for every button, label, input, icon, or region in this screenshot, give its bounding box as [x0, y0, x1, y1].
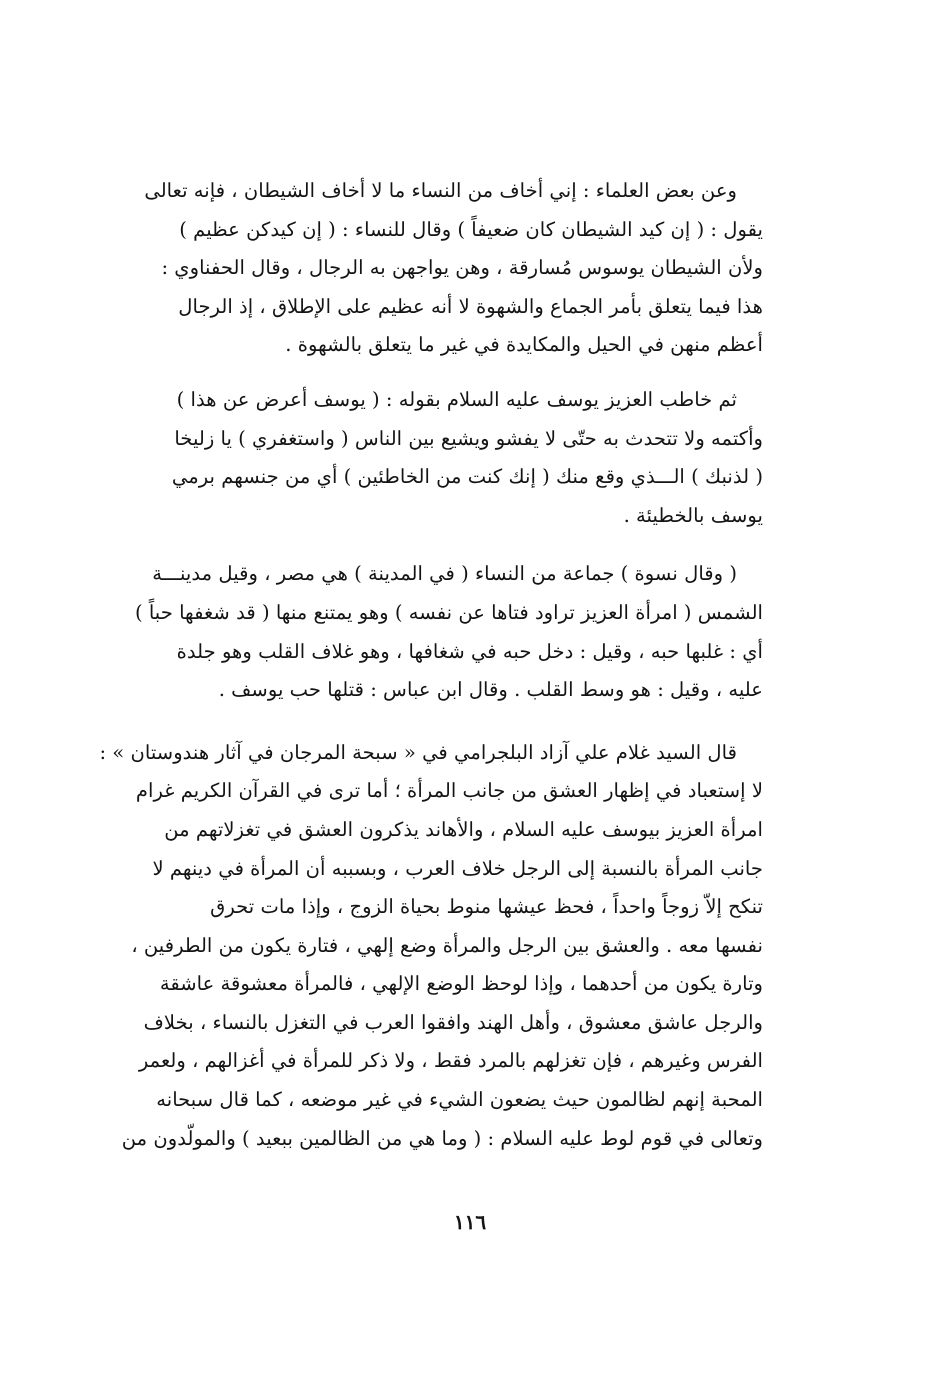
text-line: الفرس وغيرهم ، فإن تغزلهم بالمرد فقط ، ولا ذكر للمرأة في أغزالهم ، ولعمر	[138, 1049, 763, 1073]
page-number: ١١٦	[453, 1210, 487, 1234]
text-line: أي : غلبها حبه ، وقيل : دخل حبه في شغافها ، وهو غلاف القلب وهو جلدة	[176, 639, 763, 663]
text-line: تنكح إلاّ زوجاً واحداً ، فحظ عيشها منوط بحياة الزوج ، وإذا مات تحرق	[210, 895, 763, 919]
text-line: وعن بعض العلماء : إني أخاف من النساء ما لا أخاف الشيطان ، فإنه تعالى	[144, 179, 737, 202]
text-line: الشمس ( امرأة العزيز تراود فتاها عن نفسه ) وهو يمتنع منها ( قد شغفها حباً )	[134, 600, 763, 624]
text-line: لا إستعباد في إظهار العشق من جانب المرأة ؛ أما ترى في القرآن الكريم غرام	[135, 779, 763, 803]
text-line: امرأة العزيز بيوسف عليه السلام ، والأهاند يذكرون العشق في تغزلاتهم من	[164, 817, 763, 841]
text-line: أعظم منهن في الحيل والمكايدة في غير ما يتعلق بالشهوة .	[285, 333, 763, 357]
paragraph-3	[93, 555, 763, 709]
text-line: قال السيد غلام علي آزاد البلجرامي في « سبحة المرجان في آثار هندوستان » :	[99, 740, 737, 764]
text-line: المحبة إنهم لظالمون حيث يضعون الشيء في غير موضعه ، كما قال سبحانه	[156, 1088, 763, 1112]
paragraph-1	[93, 172, 763, 365]
body-text	[93, 172, 763, 1158]
text-line: ( وقال نسوة ) جماعة من النساء ( في المدينة ) هي مصر ، وقيل مدينـــة	[152, 562, 737, 586]
paragraph-2	[93, 381, 763, 535]
text-line: وتعالى في قوم لوط عليه السلام : ( وما هي من الظالمين ببعيد ) والمولّدون من	[121, 1126, 763, 1150]
text-line: يوسف بالخطيئة .	[623, 503, 763, 527]
text-line: ولأن الشيطان يوسوس مُسارقة ، وهن يواجهن به الرجال ، وقال الحفناوي :	[161, 256, 763, 280]
text-line: وأكتمه ولا تتحدث به حتّى لا يفشو ويشيع بين الناس ( واستغفري ) يا زليخا	[174, 426, 763, 450]
text-line: وتارة يكون من أحدهما ، وإذا لوحظ الوضع الإلهي ، فالمرأة معشوقة عاشقة	[159, 972, 763, 996]
text-line: جانب المرأة بالنسبة إلى الرجل خلاف العرب ، وبسببه أن المرأة في دينهم لا	[152, 856, 763, 880]
text-line: والرجل عاشق معشوق ، وأهل الهند وافقوا العرب في التغزل بالنساء ، بخلاف	[143, 1010, 763, 1034]
text-line: نفسها معه . والعشق بين الرجل والمرأة وضع إلهي ، فتارة يكون من الطرفين ،	[131, 933, 763, 957]
text-line: ثم خاطب العزيز يوسف عليه السلام بقوله : ( يوسف أعرض عن هذا )	[176, 387, 737, 411]
paragraph-4	[93, 734, 763, 1159]
text-line: عليه ، وقيل : هو وسط القلب . وقال ابن عباس : قتلها حب يوسف .	[218, 678, 763, 702]
text-line: يقول : ( إن كيد الشيطان كان ضعيفاً ) وقال للنساء : ( إن كيدكن عظيم )	[179, 217, 763, 241]
text-line: هذا فيما يتعلق بأمر الجماع والشهوة لا أنه عظيم على الإطلاق ، إذ الرجال	[178, 294, 763, 318]
text-line: ( لذنبك ) الـــذي وقع منك ( إنك كنت من الخاطئين ) أي من جنسهم برمي	[171, 465, 763, 489]
